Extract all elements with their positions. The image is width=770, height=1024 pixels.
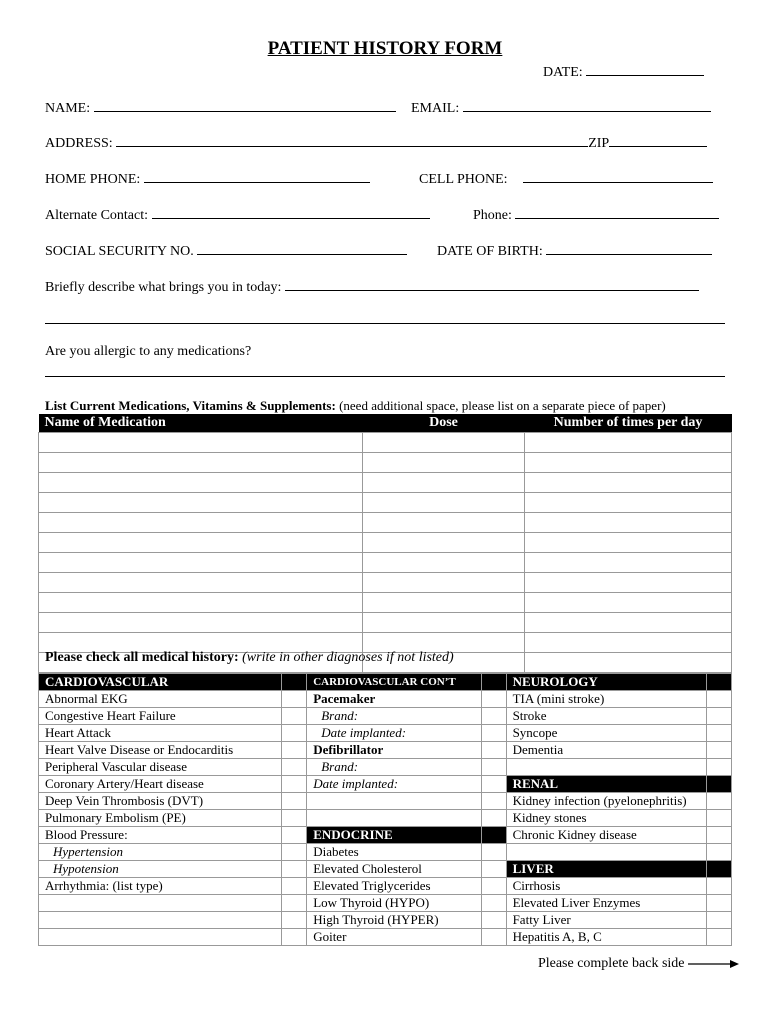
history-row [39, 827, 732, 844]
address-label: ADDRESS: [45, 136, 113, 151]
dose-cell[interactable] [363, 533, 525, 553]
dose-cell[interactable] [363, 513, 525, 533]
history-condition: Hypotension [39, 861, 282, 878]
medication-row [39, 553, 732, 573]
times-per-day-cell[interactable] [525, 633, 732, 653]
history-checkbox-cell[interactable] [282, 708, 307, 725]
history-condition [307, 793, 482, 810]
address-blank[interactable] [116, 134, 588, 147]
history-checkbox-cell[interactable] [481, 793, 506, 810]
history-condition: Brand: [307, 708, 482, 725]
history-checkbox-cell[interactable] [282, 912, 307, 929]
history-checkbox-cell[interactable] [282, 691, 307, 708]
dose-cell[interactable] [363, 433, 525, 453]
history-condition: Hypertension [39, 844, 282, 861]
medication-row [39, 613, 732, 633]
history-condition: Defibrillator [307, 742, 482, 759]
history-checkbox-cell[interactable] [481, 878, 506, 895]
history-checkbox-cell[interactable] [282, 861, 307, 878]
history-checkbox-cell[interactable] [282, 929, 307, 946]
history-condition: Pacemaker [307, 691, 482, 708]
name-label: NAME: [45, 101, 91, 116]
history-checkbox-cell[interactable] [481, 725, 506, 742]
history-checkbox-cell[interactable] [282, 878, 307, 895]
history-heading [45, 650, 454, 666]
allergies-label: Are you allergic to any medications? [45, 344, 252, 359]
medication-name-cell[interactable] [39, 573, 363, 593]
medication-name-cell[interactable] [39, 513, 363, 533]
history-checkbox-cell[interactable] [481, 742, 506, 759]
dose-cell[interactable] [363, 593, 525, 613]
times-per-day-cell[interactable] [525, 473, 732, 493]
history-checkbox-cell[interactable] [481, 708, 506, 725]
medication-name-header: Name of Medication [39, 414, 363, 433]
history-condition: Deep Vein Thrombosis (DVT) [39, 793, 282, 810]
history-checkbox-cell[interactable] [282, 759, 307, 776]
reason-blank[interactable] [285, 278, 699, 291]
email-blank[interactable] [463, 99, 711, 112]
history-checkbox-cell[interactable] [481, 827, 506, 844]
form-title: PATIENT HISTORY FORM [267, 38, 503, 59]
history-row [39, 912, 732, 929]
history-condition: Coronary Artery/Heart disease [39, 776, 282, 793]
history-condition: Hepatitis A, B, C [506, 929, 707, 946]
history-condition [506, 759, 707, 776]
history-checkbox-cell[interactable] [707, 674, 732, 691]
history-condition: Congestive Heart Failure [39, 708, 282, 725]
medication-name-cell[interactable] [39, 533, 363, 553]
history-condition: Low Thyroid (HYPO) [307, 895, 482, 912]
ssn-blank[interactable] [197, 242, 407, 255]
history-condition: Kidney infection (pyelonephritis) [506, 793, 707, 810]
times-per-day-cell[interactable] [525, 553, 732, 573]
history-checkbox-cell[interactable] [707, 929, 732, 946]
history-condition [39, 929, 282, 946]
medication-row [39, 593, 732, 613]
history-section-header: CARDIOVASCULAR [39, 674, 282, 691]
times-per-day-cell[interactable] [525, 613, 732, 633]
history-checkbox-cell[interactable] [481, 776, 506, 793]
history-section-header: ENDOCRINE [307, 827, 482, 844]
dose-cell[interactable] [363, 453, 525, 473]
medication-row [39, 473, 732, 493]
times-per-day-cell[interactable] [525, 653, 732, 673]
times-per-day-cell[interactable] [525, 533, 732, 553]
name-blank[interactable] [94, 99, 396, 112]
history-row [39, 776, 732, 793]
alternate-contact-label: Alternate Contact: [45, 208, 149, 223]
history-checkbox-cell[interactable] [481, 912, 506, 929]
history-condition: High Thyroid (HYPER) [307, 912, 482, 929]
history-checkbox-cell[interactable] [481, 861, 506, 878]
history-condition: Dementia [506, 742, 707, 759]
history-section-header: NEUROLOGY [506, 674, 707, 691]
history-checkbox-cell[interactable] [282, 776, 307, 793]
history-section-header: CARDIOVASCULAR CON’T [307, 674, 482, 691]
history-checkbox-cell[interactable] [707, 861, 732, 878]
history-condition: TIA (mini stroke) [506, 691, 707, 708]
history-checkbox-cell[interactable] [282, 895, 307, 912]
history-checkbox-cell[interactable] [282, 725, 307, 742]
history-checkbox-cell[interactable] [481, 674, 506, 691]
cell-phone-label: CELL PHONE: [419, 172, 508, 187]
medication-name-cell[interactable] [39, 613, 363, 633]
history-condition: Elevated Cholesterol [307, 861, 482, 878]
medications-heading-note: (need additional space, please list on a separate piece of paper) [335, 398, 666, 413]
name-field[interactable] [45, 99, 396, 117]
dob-label: DATE OF BIRTH: [437, 244, 543, 259]
email-field[interactable] [411, 99, 711, 117]
medication-row [39, 513, 732, 533]
history-checkbox-cell[interactable] [707, 844, 732, 861]
medication-row [39, 493, 732, 513]
history-condition: Arrhythmia: (list type) [39, 878, 282, 895]
history-checkbox-cell[interactable] [481, 691, 506, 708]
history-checkbox-cell[interactable] [481, 929, 506, 946]
medication-name-cell[interactable] [39, 553, 363, 573]
history-section-header: LIVER [506, 861, 707, 878]
dob-blank[interactable] [546, 242, 712, 255]
history-condition: Chronic Kidney disease [506, 827, 707, 844]
medication-row [39, 573, 732, 593]
history-checkbox-cell[interactable] [707, 878, 732, 895]
footer-text: Please complete back side [537, 956, 685, 971]
history-condition: Heart Valve Disease or Endocarditis [39, 742, 282, 759]
home-phone-field[interactable] [45, 170, 370, 188]
history-row [39, 810, 732, 827]
history-condition: Syncope [506, 725, 707, 742]
medication-name-cell[interactable] [39, 453, 363, 473]
history-condition [506, 844, 707, 861]
times-per-day-cell[interactable] [525, 493, 732, 513]
history-checkbox-cell[interactable] [707, 691, 732, 708]
history-condition: Elevated Liver Enzymes [506, 895, 707, 912]
date-label: DATE: [543, 65, 583, 80]
history-checkbox-cell[interactable] [707, 742, 732, 759]
history-condition: Stroke [506, 708, 707, 725]
history-row [39, 878, 732, 895]
dose-cell[interactable] [363, 613, 525, 633]
alternate-contact-blank[interactable] [152, 206, 430, 219]
history-checkbox-cell[interactable] [282, 844, 307, 861]
history-condition [39, 912, 282, 929]
phone-label: Phone: [473, 208, 512, 223]
times-per-day-cell[interactable] [525, 453, 732, 473]
history-checkbox-cell[interactable] [707, 776, 732, 793]
phone-field[interactable] [473, 206, 719, 224]
history-checkbox-cell[interactable] [481, 759, 506, 776]
history-checkbox-cell[interactable] [481, 844, 506, 861]
reason-label: Briefly describe what brings you in today: [45, 280, 282, 295]
history-condition: Blood Pressure: [39, 827, 282, 844]
history-row [39, 793, 732, 810]
history-section-header: RENAL [506, 776, 707, 793]
medications-table [38, 414, 732, 673]
reason-blank-line-2[interactable] [45, 323, 725, 324]
history-condition: Kidney stones [506, 810, 707, 827]
arrow-right-icon [688, 959, 740, 969]
alternate-contact-field[interactable] [45, 206, 430, 224]
times-per-day-cell[interactable] [525, 433, 732, 453]
history-condition: Peripheral Vascular disease [39, 759, 282, 776]
history-checkbox-cell[interactable] [282, 742, 307, 759]
history-row [39, 674, 732, 691]
history-condition: Brand: [307, 759, 482, 776]
history-row [39, 844, 732, 861]
history-condition: Elevated Triglycerides [307, 878, 482, 895]
history-row [39, 742, 732, 759]
footer-note [538, 956, 740, 972]
history-condition: Date implanted: [307, 776, 482, 793]
history-checkbox-cell[interactable] [282, 674, 307, 691]
history-condition: Pulmonary Embolism (PE) [39, 810, 282, 827]
times-per-day-cell[interactable] [525, 513, 732, 533]
medications-header-row [39, 414, 732, 433]
dose-cell[interactable] [363, 493, 525, 513]
dob-field[interactable] [437, 242, 712, 260]
history-row [39, 708, 732, 725]
date-blank[interactable] [586, 63, 704, 76]
medication-name-cell[interactable] [39, 433, 363, 453]
medication-row [39, 533, 732, 553]
history-condition: Goiter [307, 929, 482, 946]
history-checkbox-cell[interactable] [481, 810, 506, 827]
history-row [39, 895, 732, 912]
history-checkbox-cell[interactable] [707, 793, 732, 810]
medication-row [39, 433, 732, 453]
cell-phone-field[interactable] [419, 170, 713, 188]
home-phone-blank[interactable] [144, 170, 370, 183]
times-per-day-header: Number of times per day [525, 414, 732, 433]
allergies-blank-line[interactable] [45, 376, 725, 377]
phone-blank[interactable] [515, 206, 719, 219]
cell-phone-blank[interactable] [523, 170, 713, 183]
history-checkbox-cell[interactable] [282, 827, 307, 844]
history-condition [307, 810, 482, 827]
dose-cell[interactable] [363, 573, 525, 593]
dose-cell[interactable] [363, 473, 525, 493]
dose-cell[interactable] [363, 553, 525, 573]
dose-header: Dose [363, 414, 525, 433]
zip-blank[interactable] [609, 134, 707, 147]
medications-heading-bold: List Current Medications, Vitamins & Supplements: [45, 398, 336, 413]
history-condition: Fatty Liver [506, 912, 707, 929]
history-row [39, 929, 732, 946]
history-checkbox-cell[interactable] [707, 827, 732, 844]
history-checkbox-cell[interactable] [707, 708, 732, 725]
medication-name-cell[interactable] [39, 473, 363, 493]
medication-row [39, 453, 732, 473]
history-row [39, 759, 732, 776]
medications-heading [45, 398, 666, 414]
medical-history-table [38, 673, 732, 946]
ssn-field[interactable] [45, 242, 407, 260]
history-checkbox-cell[interactable] [707, 759, 732, 776]
history-condition: Cirrhosis [506, 878, 707, 895]
history-row [39, 725, 732, 742]
history-checkbox-cell[interactable] [282, 793, 307, 810]
history-checkbox-cell[interactable] [707, 895, 732, 912]
history-row [39, 861, 732, 878]
medication-name-cell[interactable] [39, 493, 363, 513]
history-heading-bold: Please check all medical history: [45, 650, 239, 665]
times-per-day-cell[interactable] [525, 593, 732, 613]
history-checkbox-cell[interactable] [707, 725, 732, 742]
address-field[interactable] [45, 134, 707, 152]
history-checkbox-cell[interactable] [282, 810, 307, 827]
history-condition: Date implanted: [307, 725, 482, 742]
email-label: EMAIL: [411, 101, 460, 116]
reason-field[interactable] [45, 278, 699, 296]
history-condition: Diabetes [307, 844, 482, 861]
history-condition [39, 895, 282, 912]
history-row [39, 691, 732, 708]
times-per-day-cell[interactable] [525, 573, 732, 593]
history-condition: Heart Attack [39, 725, 282, 742]
history-checkbox-cell[interactable] [707, 912, 732, 929]
date-field[interactable] [543, 63, 704, 81]
history-condition: Abnormal EKG [39, 691, 282, 708]
home-phone-label: HOME PHONE: [45, 172, 141, 187]
medication-name-cell[interactable] [39, 593, 363, 613]
ssn-label: SOCIAL SECURITY NO. [45, 244, 194, 259]
history-checkbox-cell[interactable] [481, 895, 506, 912]
history-checkbox-cell[interactable] [707, 810, 732, 827]
history-heading-note: (write in other diagnoses if not listed) [238, 650, 454, 665]
zip-label: ZIP [588, 136, 610, 151]
